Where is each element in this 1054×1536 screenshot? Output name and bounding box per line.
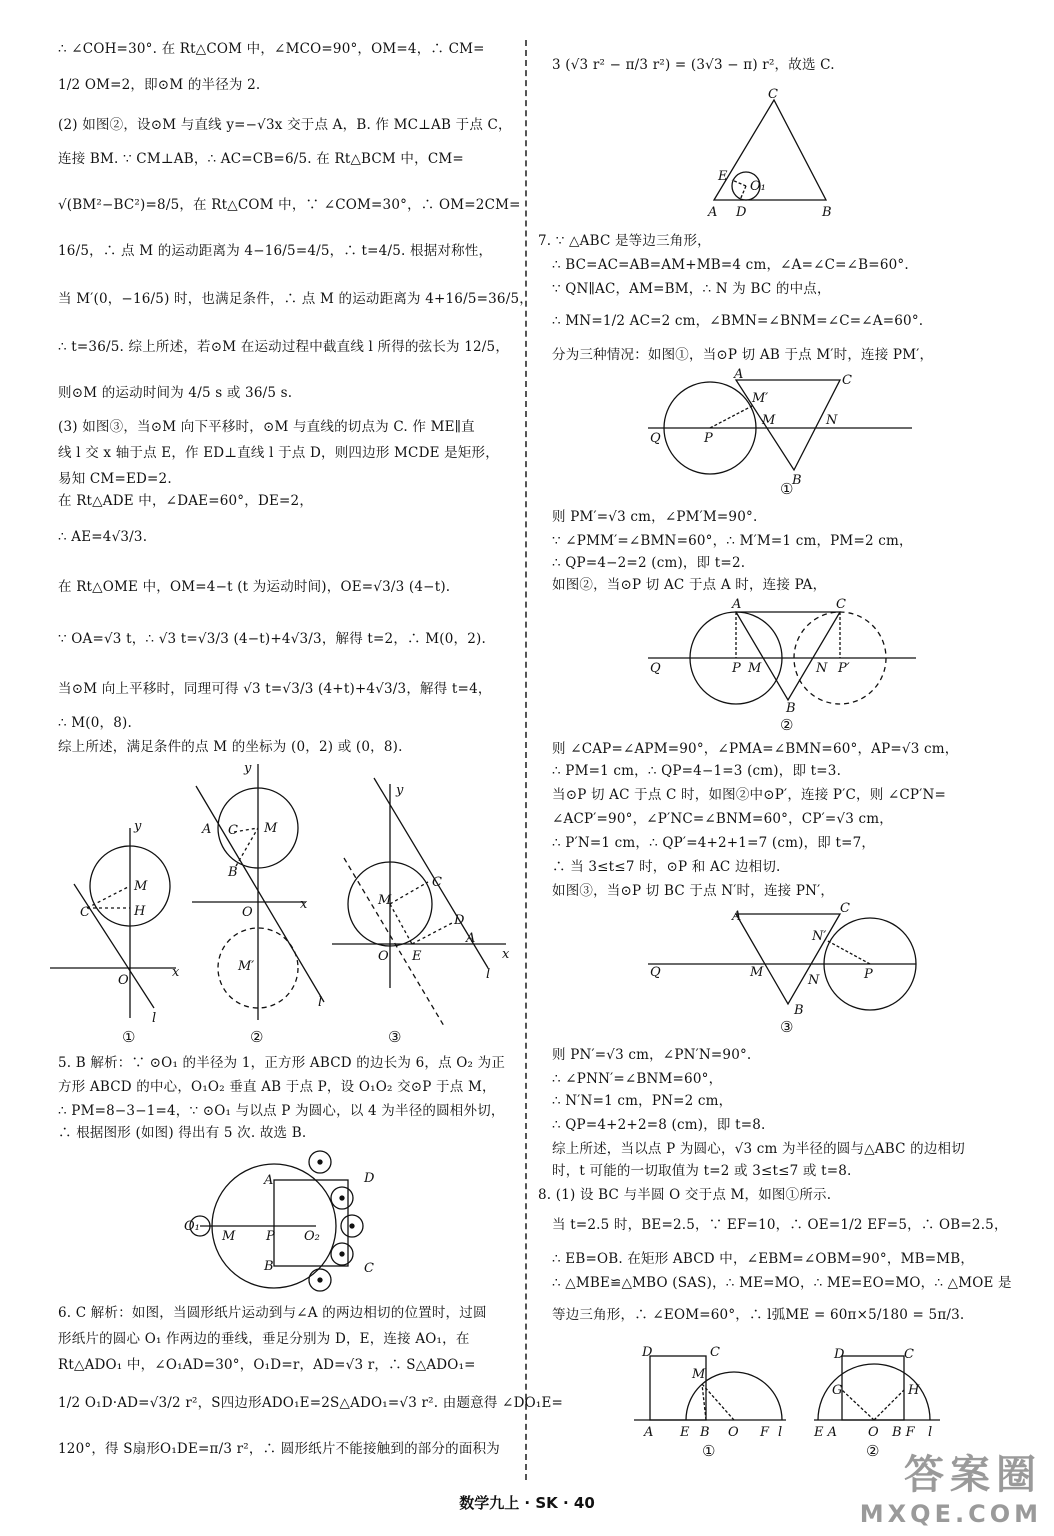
text-line: ∴ 根据图形 (如图) 得出有 5 次. 故选 B.	[58, 1125, 307, 1141]
text-line: Rt△ADO₁ 中，∠O₁AD=30°，O₁D=r，AD=√3 r，∴ S△ADO₁=	[58, 1357, 476, 1373]
text-line: ∴ P′N=1 cm，∴ QP′=4+2+1=7 (cm)，即 t=7，	[552, 835, 876, 851]
figure-label: ②	[780, 716, 794, 734]
text-line: √(BM²−BC²)=8/5，在 Rt△COM 中，∵ ∠COM=30°，∴ OM=2CM=	[58, 197, 521, 213]
text-line: 当⊙P 切 AC 于点 C 时，如图②中⊙P′，连接 P′C，则 ∠CP′N=	[552, 787, 946, 803]
svg-text:O₂: O₂	[304, 1229, 320, 1244]
svg-text:N′: N′	[812, 929, 827, 944]
svg-text:A: A	[644, 1425, 654, 1440]
text-line: ∴ EB=OB. 在矩形 ABCD 中，∠EBM=∠OBM=90°，MB=MB，	[552, 1251, 975, 1267]
svg-text:Q: Q	[650, 661, 661, 676]
text-line: ∴ △MBE≌△MBO (SAS)，∴ ME=MO，∴ ME=EO=MO，∴ △MOE 是	[552, 1275, 1012, 1291]
text-line: 则 PN′=√3 cm，∠PN′N=90°.	[552, 1047, 752, 1063]
text-line: ∴ ∠PNN′=∠BNM=60°，	[552, 1071, 723, 1087]
svg-text:O₁: O₁	[184, 1219, 200, 1234]
watermark-title: 答案圈	[904, 1452, 1042, 1498]
text-line: 则 PM′=√3 cm，∠PM′M=90°.	[552, 509, 758, 525]
text-line: 6. C 解析：如图，当圆形纸片运动到与∠A 的两边相切的位置时，过圆	[58, 1305, 487, 1321]
figure-q8-2	[810, 1344, 950, 1444]
svg-text:H: H	[134, 904, 146, 919]
svg-text:C: C	[364, 1261, 374, 1276]
watermark-url: MXQE.COM	[859, 1500, 1042, 1528]
text-line: 易知 CM=ED=2.	[58, 471, 172, 487]
svg-text:N: N	[816, 661, 828, 676]
text-line: 当 M′(0，−16/5) 时，也满足条件，∴ 点 M 的运动距离为 4+16/5=36/5，	[58, 291, 533, 307]
text-line: ∴ t=36/5. 综上所述，若⊙M 在运动过程中截直线 l 所得的弦长为 12/5，	[58, 339, 510, 355]
text-line: 1/2 OM=2，即⊙M 的半径为 2.	[58, 77, 261, 93]
svg-text:P: P	[704, 431, 713, 446]
svg-text:A: A	[732, 597, 742, 612]
svg-text:M: M	[748, 661, 762, 676]
svg-text:C: C	[840, 901, 850, 916]
figure-q7-1	[640, 366, 920, 496]
svg-text:N: N	[826, 413, 838, 428]
text-line: ∴ M(0，8).	[58, 715, 133, 731]
svg-text:A: A	[202, 822, 212, 837]
text-line: 综上所述，当以点 P 为圆心，√3 cm 为半径的圆与△ABC 的边相切	[552, 1141, 965, 1157]
svg-text:A: A	[466, 931, 476, 946]
svg-text:l: l	[152, 1011, 157, 1026]
svg-text:x: x	[502, 947, 510, 962]
text-line: 形纸片的圆心 O₁ 作两边的垂线，垂足分别为 D，E，连接 AO₁，在	[58, 1331, 470, 1347]
svg-text:y: y	[396, 783, 404, 798]
svg-text:A: A	[734, 367, 744, 382]
svg-text:C: C	[842, 373, 852, 388]
svg-text:A: A	[708, 205, 718, 220]
svg-text:y: y	[244, 761, 252, 776]
figure-1	[50, 819, 180, 1026]
text-line: 3 (√3 r² − π/3 r²) = (3√3 − π) r²，故选 C.	[552, 57, 835, 73]
svg-text:D: D	[364, 1171, 375, 1186]
figure-q8-1	[630, 1344, 790, 1444]
svg-text:F: F	[760, 1425, 770, 1440]
figure-q6	[700, 88, 850, 224]
svg-text:M: M	[378, 893, 392, 908]
text-line: 在 Rt△OME 中，OM=4−t (t 为运动时间)，OE=√3/3 (4−t).	[58, 579, 451, 595]
figure-label: ②	[866, 1442, 880, 1460]
svg-text:M: M	[692, 1367, 706, 1382]
svg-text:O: O	[378, 949, 389, 964]
svg-text:B: B	[792, 473, 802, 488]
text-line: 连接 BM. ∵ CM⊥AB，∴ AC=CB=6/5. 在 Rt△BCM 中，CM=	[58, 151, 464, 167]
svg-text:H: H	[908, 1383, 920, 1398]
svg-text:B: B	[264, 1259, 274, 1274]
svg-text:D: D	[736, 205, 747, 220]
svg-text:B: B	[228, 865, 238, 880]
svg-text:C: C	[80, 905, 90, 920]
figure-label: ③	[780, 1018, 794, 1036]
svg-text:B F: B F	[892, 1425, 915, 1440]
svg-text:O: O	[118, 973, 129, 988]
text-line: ∴ ∠COH=30°. 在 Rt△COM 中，∠MCO=90°，OM=4，∴ CM=	[58, 41, 485, 57]
text-line: ∴ MN=1/2 AC=2 cm，∠BMN=∠BNM=∠C=∠A=60°.	[552, 313, 924, 329]
svg-text:G: G	[832, 1383, 843, 1398]
svg-text:D: D	[642, 1345, 653, 1360]
text-line: 如图②，当⊙P 切 AC 于点 A 时，连接 PA，	[552, 577, 827, 593]
svg-text:O₁: O₁	[750, 179, 766, 194]
svg-text:l: l	[778, 1425, 783, 1440]
svg-text:x: x	[300, 897, 308, 912]
text-line: 16/5，∴ 点 M 的运动距离为 4−16/5=4/5，∴ t=4/5. 根据对称性，	[58, 243, 493, 259]
svg-text:M: M	[750, 965, 764, 980]
svg-text:E: E	[680, 1425, 690, 1440]
svg-text:l: l	[928, 1425, 933, 1440]
text-line: 分为三种情况：如图①，当⊙P 切 AB 于点 M′时，连接 PM′，	[552, 347, 934, 363]
svg-text:A: A	[732, 909, 742, 924]
text-line: ∠ACP′=90°，∠P′NC=∠BNM=60°，CP′=√3 cm，	[552, 811, 893, 827]
text-line: 当 t=2.5 时，BE=2.5，∵ EF=10，∴ OE=1/2 EF=5，∴ OB=2.5，	[552, 1217, 1008, 1233]
svg-text:l: l	[318, 995, 323, 1010]
figure-label: ①	[702, 1442, 716, 1460]
text-line: ∴ 当 3≤t≤7 时，⊙P 和 AC 边相切.	[552, 859, 781, 875]
text-line: ∴ PM=8−3−1=4，∵ ⊙O₁ 与以点 P 为圆心，以 4 为半径的圆相外切，	[58, 1103, 505, 1119]
figure-3	[332, 778, 510, 1026]
watermark	[860, 1443, 1042, 1528]
svg-text:B: B	[700, 1425, 710, 1440]
svg-text:Q: Q	[650, 965, 661, 980]
text-line: 则 ∠CAP=∠APM=90°，∠PMA=∠BMN=60°，AP=√3 cm，	[552, 741, 959, 757]
text-line: 方形 ABCD 的中心，O₁O₂ 垂直 AB 于点 P，设 O₁O₂ 交⊙P 于点 M，	[58, 1079, 496, 1095]
svg-text:y: y	[134, 819, 142, 834]
svg-text:M: M	[762, 413, 776, 428]
text-line: 则⊙M 的运动时间为 4/5 s 或 36/5 s.	[58, 385, 293, 401]
figure-label: ①	[122, 1028, 136, 1046]
text-line: ∴ AE=4√3/3.	[58, 529, 148, 545]
text-line: ∵ QN∥AC，AM=BM，∴ N 为 BC 的中点，	[552, 281, 831, 297]
figure-label: ②	[250, 1028, 264, 1046]
figure-label: ①	[780, 480, 794, 498]
svg-text:M: M	[264, 821, 278, 836]
page-footer: 数学九上 · SK · 40	[459, 1494, 595, 1512]
svg-text:M: M	[134, 879, 148, 894]
svg-text:P: P	[864, 967, 873, 982]
svg-text:N: N	[808, 973, 820, 988]
svg-text:A: A	[264, 1173, 274, 1188]
text-line: 5. B 解析：∵ ⊙O₁ 的半径为 1，正方形 ABCD 的边长为 6，点 O₂ 为正	[58, 1055, 506, 1071]
text-line: 当⊙M 向上平移时，同理可得 √3 t=√3/3 (4+t)+4√3/3，解得 t=4，	[58, 681, 492, 697]
text-line: 时，t 可能的一切取值为 t=2 或 3≤t≤7 或 t=8.	[552, 1163, 852, 1179]
svg-text:C: C	[228, 823, 238, 838]
svg-text:D: D	[454, 913, 465, 928]
svg-text:C: C	[836, 597, 846, 612]
svg-text:E A: E A	[814, 1425, 838, 1440]
figure-q5	[180, 1146, 390, 1294]
svg-text:B: B	[786, 701, 796, 716]
figure-q7-2	[640, 596, 920, 718]
text-line: (3) 如图③，当⊙M 向下平移时，⊙M 与直线的切点为 C. 作 ME∥直	[58, 419, 475, 435]
svg-text:C: C	[432, 875, 442, 890]
svg-text:P: P	[732, 661, 741, 676]
text-line: 1/2 O₁D·AD=√3/2 r²，S四边形ADO₁E=2S△ADO₁=√3 r². 由题意得 ∠DO₁E=	[58, 1395, 564, 1411]
text-line: ∴ PM=1 cm，∴ QP=4−1=3 (cm)，即 t=3.	[552, 763, 842, 779]
svg-text:M: M	[222, 1229, 236, 1244]
text-line: ∴ N′N=1 cm，PN=2 cm，	[552, 1093, 733, 1109]
text-line: ∴ BC=AC=AB=AM+MB=4 cm，∠A=∠C=∠B=60°.	[552, 257, 909, 273]
svg-text:E: E	[718, 169, 728, 184]
figure-label: ③	[388, 1028, 402, 1046]
svg-text:B: B	[794, 1003, 804, 1018]
text-line: 8. (1) 设 BC 与半圆 O 交于点 M，如图①所示.	[538, 1187, 832, 1203]
figure-q7-3	[640, 900, 920, 1020]
svg-text:P: P	[266, 1229, 275, 1244]
text-line: ∴ QP=4−2=2 (cm)，即 t=2.	[552, 555, 746, 571]
text-line: 如图③，当⊙P 切 BC 于点 N′时，连接 PN′，	[552, 883, 835, 899]
svg-text:M′: M′	[238, 959, 255, 974]
svg-text:Q: Q	[650, 431, 661, 446]
column-divider	[525, 40, 527, 1480]
text-line: 120°，得 S扇形O₁DE=π/3 r²，∴ 圆形纸片不能接触到的部分的面积为	[58, 1441, 500, 1457]
svg-text:C: C	[904, 1347, 914, 1362]
text-line: 在 Rt△ADE 中，∠DAE=60°，DE=2，	[58, 493, 314, 509]
text-line: ∵ OA=√3 t，∴ √3 t=√3/3 (4−t)+4√3/3，解得 t=2，∴ M(0，2).	[58, 631, 486, 647]
svg-text:O: O	[242, 905, 253, 920]
svg-text:B: B	[822, 205, 832, 220]
svg-text:C: C	[710, 1345, 720, 1360]
svg-text:x: x	[172, 965, 180, 980]
svg-text:P′: P′	[838, 661, 850, 676]
text-line: ∵ ∠PMM′=∠BMN=60°，∴ M′M=1 cm，PM=2 cm，	[552, 533, 913, 549]
text-line: ∴ QP=4+2+2=8 (cm)，即 t=8.	[552, 1117, 766, 1133]
figure-2	[192, 761, 324, 1020]
text-line: 综上所述，满足条件的点 M 的坐标为 (0，2) 或 (0，8).	[58, 739, 403, 755]
svg-text:l: l	[486, 967, 491, 982]
svg-text:O: O	[728, 1425, 739, 1440]
text-line: (2) 如图②，设⊙M 与直线 y=−√3x 交于点 A，B. 作 MC⊥AB 于点 C，	[58, 117, 512, 133]
svg-text:C: C	[768, 88, 778, 102]
svg-text:D: D	[834, 1347, 845, 1362]
text-line: 线 l 交 x 轴于点 E，作 ED⊥直线 l 于点 D，则四边形 MCDE 是矩形，	[58, 445, 499, 461]
svg-text:E: E	[412, 949, 422, 964]
text-line: 7. ∵ △ABC 是等边三角形，	[538, 233, 711, 249]
svg-text:O: O	[868, 1425, 879, 1440]
figure-set-circle-line	[44, 758, 514, 1048]
svg-text:M′: M′	[752, 391, 769, 406]
text-line: 等边三角形，∴ ∠EOM=60°，∴ l弧ME = 60π×5/180 = 5π/3.	[552, 1307, 965, 1323]
